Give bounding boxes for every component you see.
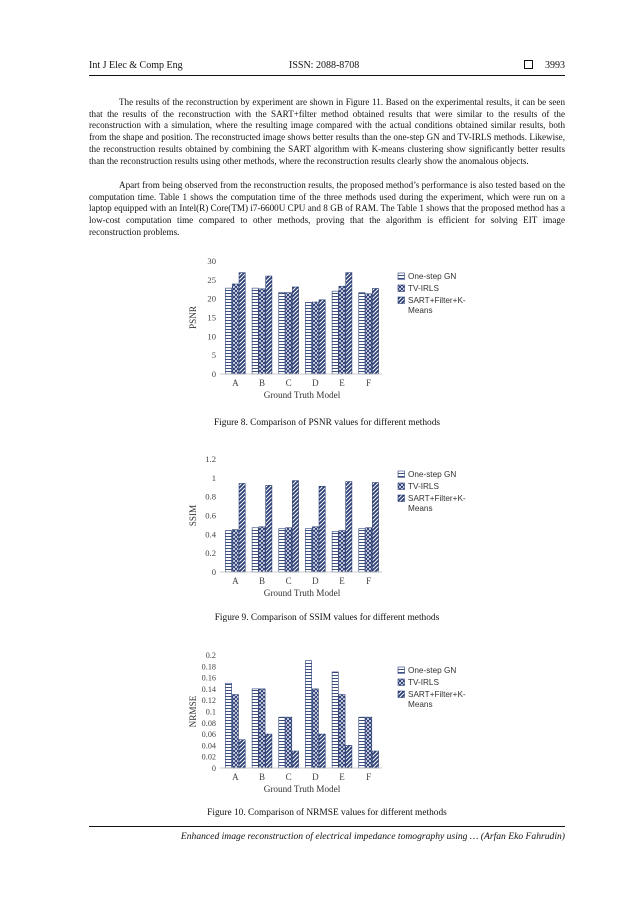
bar-D-series-3 bbox=[319, 734, 325, 768]
header-divider bbox=[89, 75, 565, 76]
bar-A-series-2 bbox=[232, 695, 238, 768]
legend-swatch-2 bbox=[398, 679, 405, 686]
issn: ISSN: 2088-8708 bbox=[289, 60, 360, 71]
legend-swatch-3 bbox=[398, 495, 405, 502]
y-tick-label: 15 bbox=[207, 312, 216, 323]
bar-E-series-1 bbox=[332, 672, 338, 768]
x-tick-label: A bbox=[232, 772, 239, 782]
y-tick-label: 0.4 bbox=[205, 529, 216, 540]
legend-label-1: One-step GN bbox=[408, 470, 457, 479]
bar-B-series-3 bbox=[266, 276, 272, 374]
checkbox-square-icon bbox=[524, 60, 533, 69]
bar-F-series-2 bbox=[366, 528, 372, 572]
x-tick-label: B bbox=[258, 772, 266, 782]
y-tick-label: 0.06 bbox=[201, 730, 216, 740]
bar-D-series-2 bbox=[312, 302, 318, 374]
legend-label-1: One-step GN bbox=[408, 272, 457, 281]
x-tick-label: E bbox=[339, 772, 345, 782]
bar-D-series-1 bbox=[305, 302, 311, 374]
bar-A-series-3 bbox=[239, 740, 245, 768]
x-tick-label: C bbox=[285, 576, 292, 586]
legend-label-2: TV-IRLS bbox=[408, 482, 439, 491]
paragraph-2: Apart from being observed from the reconstruction results, the proposed method’s performance is also tested based on the computation time. Table 1 shows the computation time of the three methods used during the experiment, which were run on a laptop equipped with an Intel(R) Core(TM) i7-6600U CPU and 8 GB of RAM. The Table 1 shows that the proposed method has a low-cost computation time compared to other methods, proving that the algorithm is efficient for solving EIT image reconstruction problems. bbox=[89, 180, 565, 237]
bar-C-series-3 bbox=[292, 751, 298, 768]
y-axis-label: PSNR bbox=[188, 306, 198, 329]
x-axis-label: Ground Truth Model bbox=[263, 588, 341, 598]
bar-C-series-1 bbox=[279, 529, 285, 572]
x-tick-label: E bbox=[339, 378, 345, 388]
figure-10-caption: Figure 10. Comparison of NRMSE values for different methods bbox=[207, 808, 447, 818]
bar-B-series-3 bbox=[266, 485, 272, 572]
legend-label-3: SART+Filter+K-Means bbox=[408, 296, 466, 315]
bar-A-series-2 bbox=[232, 530, 238, 572]
bar-F-series-1 bbox=[359, 717, 365, 768]
bar-A-series-1 bbox=[225, 531, 231, 572]
x-tick-label: C bbox=[285, 378, 292, 388]
page-footer: Enhanced image reconstruction of electrical impedance tomography using … (Arfan Eko Fahrudin) bbox=[180, 831, 565, 842]
bar-C-series-2 bbox=[286, 717, 292, 768]
bar-D-series-3 bbox=[319, 486, 325, 572]
bar-F-series-2 bbox=[366, 717, 372, 768]
legend-swatch-3 bbox=[398, 297, 405, 304]
y-tick-label: 0.8 bbox=[205, 491, 216, 502]
legend-label-1: One-step GN bbox=[408, 666, 457, 675]
y-tick-label: 0.04 bbox=[201, 741, 216, 751]
legend-label-2: TV-IRLS bbox=[408, 678, 439, 687]
bar-E-series-1 bbox=[332, 532, 338, 572]
bar-D-series-2 bbox=[312, 527, 318, 572]
y-tick-label: 0.18 bbox=[201, 662, 216, 672]
x-tick-label: B bbox=[258, 576, 266, 586]
bar-C-series-1 bbox=[279, 717, 285, 768]
psnr-chart bbox=[186, 253, 486, 403]
y-tick-label: 5 bbox=[211, 350, 216, 361]
legend-swatch-2 bbox=[398, 285, 405, 292]
bar-E-series-3 bbox=[346, 273, 352, 374]
bar-F-series-1 bbox=[359, 529, 365, 572]
bar-B-series-1 bbox=[252, 689, 258, 768]
bar-F-series-3 bbox=[372, 288, 378, 374]
x-axis-label: Ground Truth Model bbox=[263, 784, 341, 794]
x-tick-label: F bbox=[366, 772, 372, 782]
y-tick-label: 0 bbox=[211, 567, 216, 577]
figure-9-caption: Figure 9. Comparison of SSIM values for different methods bbox=[214, 613, 440, 623]
legend-swatch-1 bbox=[398, 667, 405, 674]
legend-swatch-1 bbox=[398, 471, 405, 478]
y-tick-label: 0 bbox=[211, 764, 216, 773]
y-tick-label: 0.14 bbox=[201, 684, 216, 694]
bar-B-series-1 bbox=[252, 528, 258, 572]
bar-B-series-2 bbox=[259, 689, 265, 768]
nrmse-chart bbox=[186, 647, 486, 797]
bar-B-series-3 bbox=[266, 734, 272, 768]
paragraph-1: The results of the reconstruction by experiment are shown in Figure 11. Based on the experimental results, it can be seen that the results of the reconstruction with the SART+filter method obtained results that were similar to the results of the reconstruction with a simulation, where the resulting image compared with the actual conditions obtained similar results, both from the shape and position. The reconstructed image shows better results than the one-step GN and TV-IRLS methods. Likewise, the reconstruction results obtained by combining the SART algorithm with K-means clustering show significantly better results than the reconstruction results using other methods, where the reconstruction results clearly show the anomalous objects. bbox=[89, 97, 565, 166]
y-tick-label: 0.02 bbox=[201, 752, 216, 762]
bar-B-series-1 bbox=[252, 288, 258, 374]
x-tick-label: B bbox=[258, 378, 266, 388]
y-tick-label: 1 bbox=[211, 472, 216, 483]
y-tick-label: 30 bbox=[207, 256, 216, 266]
y-tick-label: 0.2 bbox=[205, 651, 216, 660]
bar-A-series-3 bbox=[239, 273, 245, 374]
page-header bbox=[89, 60, 565, 76]
bar-D-series-1 bbox=[305, 661, 311, 768]
legend-swatch-3 bbox=[398, 691, 405, 698]
y-tick-label: 0 bbox=[211, 369, 216, 379]
x-tick-label: F bbox=[366, 378, 372, 388]
x-tick-label: F bbox=[366, 576, 372, 586]
bar-B-series-2 bbox=[259, 527, 265, 572]
x-tick-label: D bbox=[312, 772, 319, 782]
y-axis-label: NRMSE bbox=[188, 695, 198, 728]
legend-label-2: TV-IRLS bbox=[408, 284, 439, 293]
bar-F-series-1 bbox=[359, 293, 365, 374]
legend-label-3: SART+Filter+K-Means bbox=[408, 494, 466, 513]
x-tick-label: C bbox=[285, 772, 292, 782]
bar-C-series-3 bbox=[292, 481, 298, 572]
bar-E-series-2 bbox=[339, 531, 345, 572]
y-tick-label: 1.2 bbox=[205, 454, 216, 464]
bar-F-series-2 bbox=[366, 294, 372, 374]
y-tick-label: 0.6 bbox=[205, 510, 216, 521]
bar-E-series-2 bbox=[339, 286, 345, 374]
bar-B-series-2 bbox=[259, 289, 265, 374]
bar-E-series-3 bbox=[346, 482, 352, 572]
y-axis-label: SSIM bbox=[188, 504, 198, 527]
x-axis-label: Ground Truth Model bbox=[263, 390, 341, 400]
bar-A-series-2 bbox=[232, 284, 238, 374]
y-tick-label: 0.16 bbox=[201, 673, 216, 683]
bar-C-series-2 bbox=[286, 528, 292, 572]
ssim-chart bbox=[186, 451, 486, 601]
legend-swatch-1 bbox=[398, 273, 405, 280]
page-number: 3993 bbox=[545, 60, 565, 71]
x-tick-label: D bbox=[312, 378, 319, 388]
bar-C-series-3 bbox=[292, 287, 298, 374]
bar-F-series-3 bbox=[372, 483, 378, 572]
x-tick-label: A bbox=[232, 576, 239, 586]
bar-A-series-1 bbox=[225, 683, 231, 768]
bar-A-series-1 bbox=[225, 288, 231, 374]
y-tick-label: 0.1 bbox=[205, 707, 216, 717]
bar-E-series-2 bbox=[339, 695, 345, 768]
y-tick-label: 0.08 bbox=[201, 718, 216, 728]
x-tick-label: A bbox=[232, 378, 239, 388]
legend-swatch-2 bbox=[398, 483, 405, 490]
bar-E-series-3 bbox=[346, 745, 352, 768]
figure-8-caption: Figure 8. Comparison of PSNR values for different methods bbox=[213, 418, 441, 428]
bar-C-series-1 bbox=[279, 292, 285, 374]
bar-D-series-3 bbox=[319, 300, 325, 374]
bar-A-series-3 bbox=[239, 483, 245, 572]
page-number-group bbox=[524, 60, 565, 71]
bar-C-series-2 bbox=[286, 293, 292, 374]
x-tick-label: D bbox=[312, 576, 319, 586]
bar-D-series-2 bbox=[312, 689, 318, 768]
y-tick-label: 0.12 bbox=[201, 696, 216, 706]
legend-label-3: SART+Filter+K-Means bbox=[408, 690, 466, 709]
y-tick-label: 0.2 bbox=[205, 548, 216, 559]
bar-F-series-3 bbox=[372, 751, 378, 768]
journal-name: Int J Elec & Comp Eng bbox=[89, 60, 183, 71]
y-tick-label: 20 bbox=[207, 293, 216, 304]
x-tick-label: E bbox=[339, 576, 345, 586]
bar-D-series-1 bbox=[305, 529, 311, 572]
bar-E-series-1 bbox=[332, 291, 338, 374]
y-tick-label: 25 bbox=[207, 274, 216, 285]
footer-divider bbox=[89, 826, 565, 827]
y-tick-label: 10 bbox=[207, 331, 216, 342]
